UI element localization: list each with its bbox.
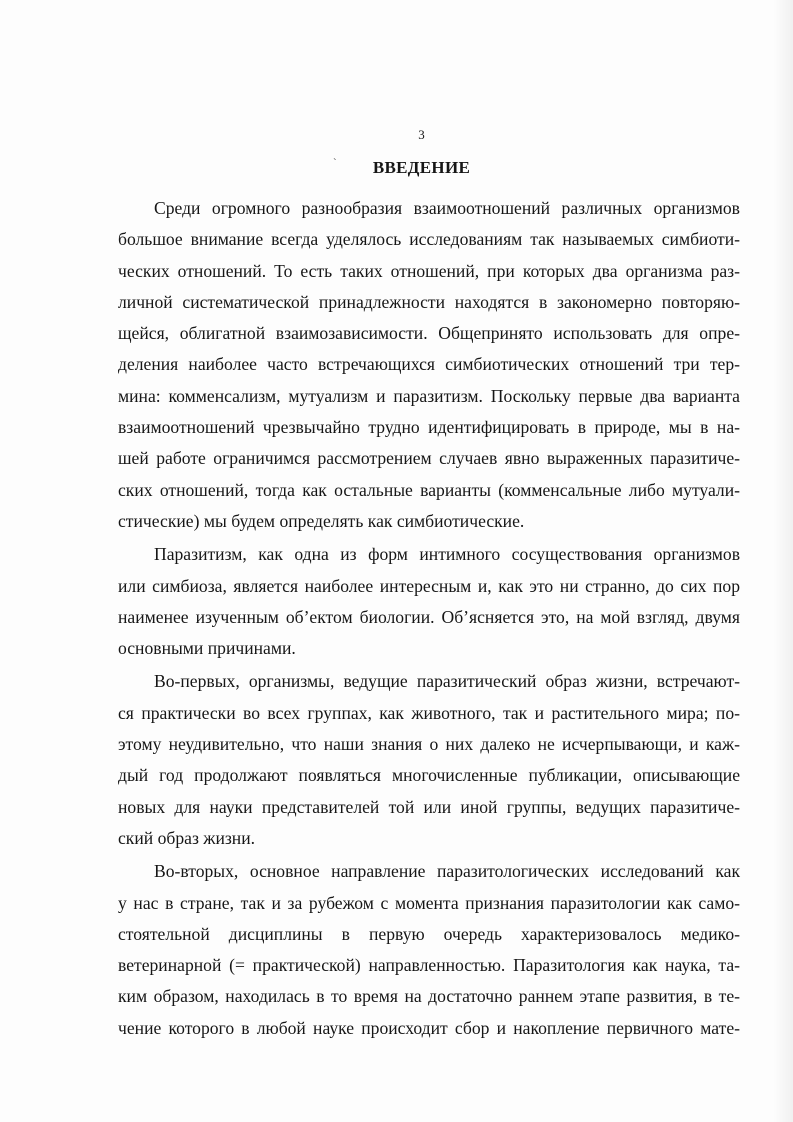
text-line: взаимоотношений чрезвычайно трудно идентифицировать в природе, мы в на- xyxy=(118,417,740,438)
text-line: стические) мы будем определять как симбиотические. xyxy=(118,510,525,531)
text-line: Во-первых, организмы, ведущие паразитический образ жизни, встречают- xyxy=(154,671,740,692)
paragraph xyxy=(118,193,740,537)
text-line: Среди огромного разнообразия взаимоотношений различных организмов xyxy=(154,198,740,218)
text-line: шей работе ограничимся рассмотрением случаев явно выраженных паразитиче- xyxy=(118,448,740,469)
text-line: ветеринарной (= практической) направленностью. Паразитология как наука, та- xyxy=(118,955,740,976)
text-line: ский образ жизни. xyxy=(118,827,256,848)
text-line: у нас в стране, так и за рубежом с момента признания паразитологии как само- xyxy=(118,892,740,913)
paragraph xyxy=(118,539,740,664)
text-line: чение которого в любой науке происходит сбор и накопление первичного мате- xyxy=(118,1017,740,1038)
text-line: большое внимание всегда уделялось исследованиям так называемых симбиоти- xyxy=(118,229,740,250)
paragraph xyxy=(118,666,740,854)
text-line: ким образом, находилась в то время на достаточно раннем этапе развития, в те- xyxy=(118,986,740,1007)
text-line: основными причинами. xyxy=(118,638,296,659)
text-line: новых для науки представителей той или иной группы, ведущих паразитиче- xyxy=(118,796,740,817)
text-line: личной систематической принадлежности находятся в закономерно повторяю- xyxy=(118,291,740,312)
page-number: 3 xyxy=(418,127,425,142)
text-line: дый год продолжают появляться многочисленные публикации, описывающие xyxy=(118,765,740,786)
text-line: стоятельной дисциплины в первую очередь характеризовалось медико- xyxy=(118,923,740,944)
text-line: Паразитизм, как одна из форм интимного сосуществования организмов xyxy=(154,544,740,565)
text-line: ских отношений, тогда как остальные варианты (комменсальные либо мутуали- xyxy=(118,479,740,500)
text-line: Во-вторых, основное направление паразитологических исследований как xyxy=(154,861,740,882)
text-line: или симбиоза, является наиболее интересным и, как это ни странно, до сих пор xyxy=(118,575,740,596)
scan-edge-shadow xyxy=(773,0,793,1122)
text-line: ся практически во всех группах, как животного, так и растительного мира; по- xyxy=(118,702,740,723)
text-line: мина: комменсализм, мутуализм и паразитизм. Поскольку первые два варианта xyxy=(118,385,740,406)
text-line: ческих отношений. То есть таких отношений, при которых два организма раз- xyxy=(118,260,740,281)
scan-speck: ` xyxy=(333,157,337,169)
text-line: наименее изученным об’ектом биологии. Об’ясняется это, на мой взгляд, двумя xyxy=(118,606,740,627)
body-text xyxy=(118,193,740,1044)
text-line: щейся, облигатной взаимозависимости. Общепринято использовать для опре- xyxy=(118,323,740,344)
text-line: деления наиболее часто встречающихся симбиотических отношений три тер- xyxy=(118,354,740,375)
section-title: ВВЕДЕНИЕ xyxy=(372,158,471,177)
paragraph xyxy=(118,856,740,1044)
text-line: этому неудивительно, что наши знания о них далеко не исчерпывающи, и каж- xyxy=(118,734,740,755)
